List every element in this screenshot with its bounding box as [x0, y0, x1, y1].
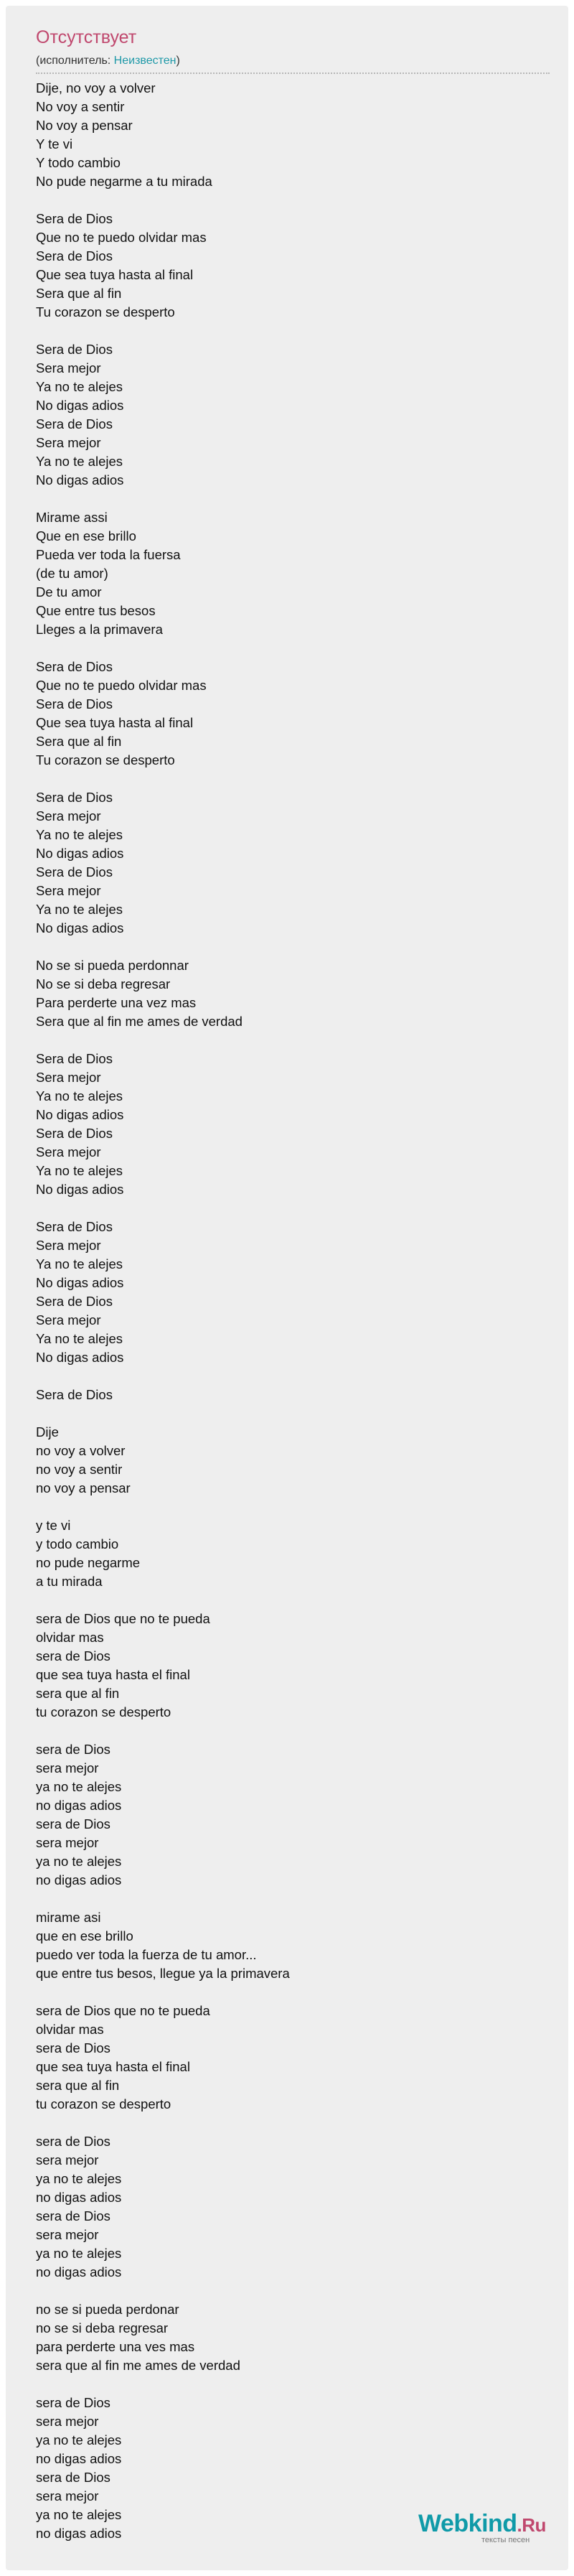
- lyrics-line: Que sea tuya hasta al final: [36, 267, 194, 282]
- lyrics-line: Ya no te alejes: [36, 379, 123, 394]
- lyrics-line: ya no te alejes: [36, 2171, 122, 2186]
- lyrics-line: olvidar mas: [36, 2022, 104, 2037]
- lyrics-line: No pude negarme a tu mirada: [36, 174, 212, 189]
- lyrics-stanza: [36, 658, 538, 770]
- lyrics-line: Y te vi: [36, 136, 73, 151]
- lyrics-line: tu corazon se desperto: [36, 1704, 171, 1719]
- lyrics-line: Sera de Dios: [36, 416, 113, 431]
- lyrics-line: No se si pueda perdonnar: [36, 958, 189, 973]
- lyrics-line: Ya no te alejes: [36, 827, 123, 842]
- lyrics-line: Sera mejor: [36, 1144, 101, 1159]
- lyrics-line: para perderte una ves mas: [36, 2339, 195, 2354]
- title-divider: [36, 73, 550, 74]
- lyrics-line: no voy a volver: [36, 1443, 126, 1458]
- logo-tagline: тексты песен: [481, 2536, 530, 2544]
- lyrics-line: sera mejor: [36, 2488, 99, 2503]
- lyrics-line: Pueda ver toda la fuersa: [36, 547, 181, 562]
- lyrics-stanza: [36, 1740, 538, 1890]
- lyrics-line: y te vi: [36, 1518, 71, 1533]
- lyrics-line: y todo cambio: [36, 1536, 119, 1551]
- lyrics-line: Ya no te alejes: [36, 454, 123, 469]
- lyrics-line: no digas adios: [36, 2190, 122, 2205]
- lyrics-stanza: [36, 1218, 538, 1367]
- lyrics-line: Que entre tus besos: [36, 603, 156, 618]
- lyrics-line: Sera de Dios: [36, 211, 113, 226]
- lyrics-line: Sera de Dios: [36, 342, 113, 357]
- lyrics-line: Ya no te alejes: [36, 1331, 123, 1346]
- lyrics-line: Sera mejor: [36, 435, 101, 450]
- lyrics-stanza: [36, 788, 538, 938]
- lyrics-line: sera de Dios: [36, 2208, 110, 2223]
- lyrics-line: Sera mejor: [36, 1312, 101, 1327]
- performer-suffix: ): [176, 55, 180, 67]
- lyrics-line: puedo ver toda la fuerza de tu amor...: [36, 1947, 257, 1962]
- lyrics-stanza: [36, 1386, 538, 1404]
- lyrics-line: no voy a sentir: [36, 1462, 123, 1477]
- lyrics-line: que entre tus besos, llegue ya la primavera: [36, 1966, 290, 1981]
- lyrics-line: que en ese brillo: [36, 1928, 133, 1943]
- lyrics-line: De tu amor: [36, 584, 102, 599]
- lyrics-line: sera de Dios: [36, 2040, 110, 2055]
- lyrics-line: Sera que al fin: [36, 286, 122, 301]
- lyrics-line: No digas adios: [36, 1107, 124, 1122]
- lyrics-line: Sera de Dios: [36, 790, 113, 805]
- lyrics-line: no digas adios: [36, 2264, 122, 2279]
- lyrics-line: Lleges a la primavera: [36, 622, 163, 637]
- lyrics-stanza: [36, 2132, 538, 2282]
- lyrics-text: [36, 79, 538, 2562]
- lyrics-stanza: [36, 340, 538, 490]
- lyrics-line: sera de Dios: [36, 2470, 110, 2485]
- lyrics-line: no se si deba regresar: [36, 2320, 169, 2335]
- lyrics-line: Ya no te alejes: [36, 1163, 123, 1178]
- lyrics-line: Ya no te alejes: [36, 1256, 123, 1271]
- lyrics-line: sera de Dios que no te pueda: [36, 2003, 210, 2018]
- lyrics-line: sera de Dios: [36, 1816, 110, 1831]
- lyrics-line: sera de Dios: [36, 2134, 110, 2149]
- lyrics-line: sera de Dios: [36, 1648, 110, 1663]
- lyrics-line: Sera mejor: [36, 808, 101, 823]
- lyrics-stanza: [36, 210, 538, 322]
- lyrics-line: Ya no te alejes: [36, 1088, 123, 1103]
- site-logo[interactable]: [418, 2510, 555, 2553]
- lyrics-line: sera mejor: [36, 1835, 99, 1850]
- lyrics-stanza: [36, 1908, 538, 1983]
- lyrics-stanza: [36, 1516, 538, 1591]
- lyrics-stanza: [36, 508, 538, 639]
- lyrics-line: no se si pueda perdonar: [36, 2302, 179, 2317]
- lyrics-line: Sera de Dios: [36, 659, 113, 674]
- lyrics-line: sera de Dios: [36, 2395, 110, 2410]
- lyrics-line: Ya no te alejes: [36, 902, 123, 917]
- lyrics-line: Sera mejor: [36, 1070, 101, 1085]
- lyrics-line: Sera que al fin me ames de verdad: [36, 1014, 243, 1029]
- lyrics-line: no pude negarme: [36, 1555, 141, 1570]
- lyrics-line: tu corazon se desperto: [36, 2096, 171, 2111]
- lyrics-line: sera de Dios: [36, 1742, 110, 1757]
- lyrics-line: Que no te puedo olvidar mas: [36, 678, 207, 693]
- lyrics-line: No digas adios: [36, 1350, 124, 1365]
- lyrics-line: que sea tuya hasta el final: [36, 2059, 190, 2074]
- lyrics-line: No digas adios: [36, 472, 124, 487]
- lyrics-line: (de tu amor): [36, 566, 108, 581]
- lyrics-line: No digas adios: [36, 398, 124, 413]
- lyrics-line: Sera que al fin: [36, 734, 122, 749]
- lyrics-line: no digas adios: [36, 1872, 122, 1887]
- lyrics-line: sera mejor: [36, 2227, 99, 2242]
- lyrics-line: No voy a sentir: [36, 99, 125, 114]
- logo-tld: .Ru: [517, 2514, 546, 2536]
- lyrics-line: Sera de Dios: [36, 1387, 113, 1402]
- lyrics-line: a tu mirada: [36, 1574, 103, 1589]
- lyrics-line: Tu corazon se desperto: [36, 752, 175, 767]
- lyrics-line: Sera mejor: [36, 1238, 101, 1253]
- lyrics-line: olvidar mas: [36, 1630, 104, 1645]
- lyrics-line: No digas adios: [36, 920, 124, 935]
- performer-prefix: (исполнитель:: [36, 55, 114, 67]
- lyrics-line: mirame asi: [36, 1910, 101, 1925]
- lyrics-line: ya no te alejes: [36, 1779, 122, 1794]
- lyrics-line: Sera de Dios: [36, 1051, 113, 1066]
- lyrics-line: Sera mejor: [36, 360, 101, 375]
- lyrics-line: Para perderte una vez mas: [36, 995, 197, 1010]
- lyrics-stanza: [36, 2300, 538, 2375]
- lyrics-line: sera que al fin me ames de verdad: [36, 2358, 240, 2373]
- lyrics-line: Sera de Dios: [36, 1294, 113, 1309]
- lyrics-line: ya no te alejes: [36, 2507, 122, 2522]
- lyrics-line: Que no te puedo olvidar mas: [36, 230, 207, 245]
- lyrics-line: sera mejor: [36, 2152, 99, 2167]
- lyrics-line: Sera de Dios: [36, 696, 113, 711]
- lyrics-line: sera mejor: [36, 2414, 99, 2429]
- lyrics-line: Dije, no voy a volver: [36, 80, 156, 95]
- lyrics-line: Sera mejor: [36, 883, 101, 898]
- lyrics-line: ya no te alejes: [36, 2432, 122, 2447]
- lyrics-stanza: [36, 1610, 538, 1722]
- lyrics-line: ya no te alejes: [36, 1854, 122, 1869]
- lyrics-line: Sera de Dios: [36, 864, 113, 879]
- lyrics-line: sera que al fin: [36, 2078, 120, 2093]
- lyrics-line: ya no te alejes: [36, 2246, 122, 2261]
- lyrics-line: Sera de Dios: [36, 1219, 113, 1234]
- logo-name: Webkind: [418, 2510, 517, 2537]
- lyrics-line: no digas adios: [36, 1798, 122, 1813]
- lyrics-line: No digas adios: [36, 1275, 124, 1290]
- lyrics-line: no digas adios: [36, 2526, 122, 2541]
- lyrics-line: Mirame assi: [36, 510, 108, 525]
- lyrics-line: Sera de Dios: [36, 1126, 113, 1141]
- lyrics-line: no digas adios: [36, 2451, 122, 2466]
- lyrics-line: Que sea tuya hasta al final: [36, 715, 194, 730]
- lyrics-line: No digas adios: [36, 846, 124, 861]
- lyrics-line: No digas adios: [36, 1182, 124, 1197]
- lyrics-line: No se si deba regresar: [36, 976, 171, 991]
- lyrics-stanza: [36, 1423, 538, 1498]
- lyrics-stanza: [36, 2002, 538, 2114]
- lyrics-stanza: [36, 956, 538, 1031]
- lyrics-card: [6, 6, 568, 2570]
- lyrics-line: sera que al fin: [36, 1686, 120, 1701]
- lyrics-line: Que en ese brillo: [36, 528, 136, 543]
- lyrics-line: sera de Dios que no te pueda: [36, 1611, 210, 1626]
- logo-wordmark: [418, 2510, 555, 2539]
- performer-line: [36, 55, 180, 67]
- lyrics-stanza: [36, 79, 538, 191]
- lyrics-line: No voy a pensar: [36, 118, 133, 133]
- lyrics-line: Tu corazon se desperto: [36, 304, 175, 319]
- lyrics-line: no voy a pensar: [36, 1480, 131, 1495]
- lyrics-line: Sera de Dios: [36, 248, 113, 263]
- performer-link[interactable]: Неизвестен: [113, 55, 177, 67]
- lyrics-line: que sea tuya hasta el final: [36, 1667, 190, 1682]
- lyrics-line: sera mejor: [36, 1760, 99, 1775]
- lyrics-line: Dije: [36, 1424, 59, 1439]
- lyrics-stanza: [36, 1050, 538, 1199]
- song-title: Отсутствует: [36, 27, 137, 47]
- lyrics-line: Y todo cambio: [36, 155, 121, 170]
